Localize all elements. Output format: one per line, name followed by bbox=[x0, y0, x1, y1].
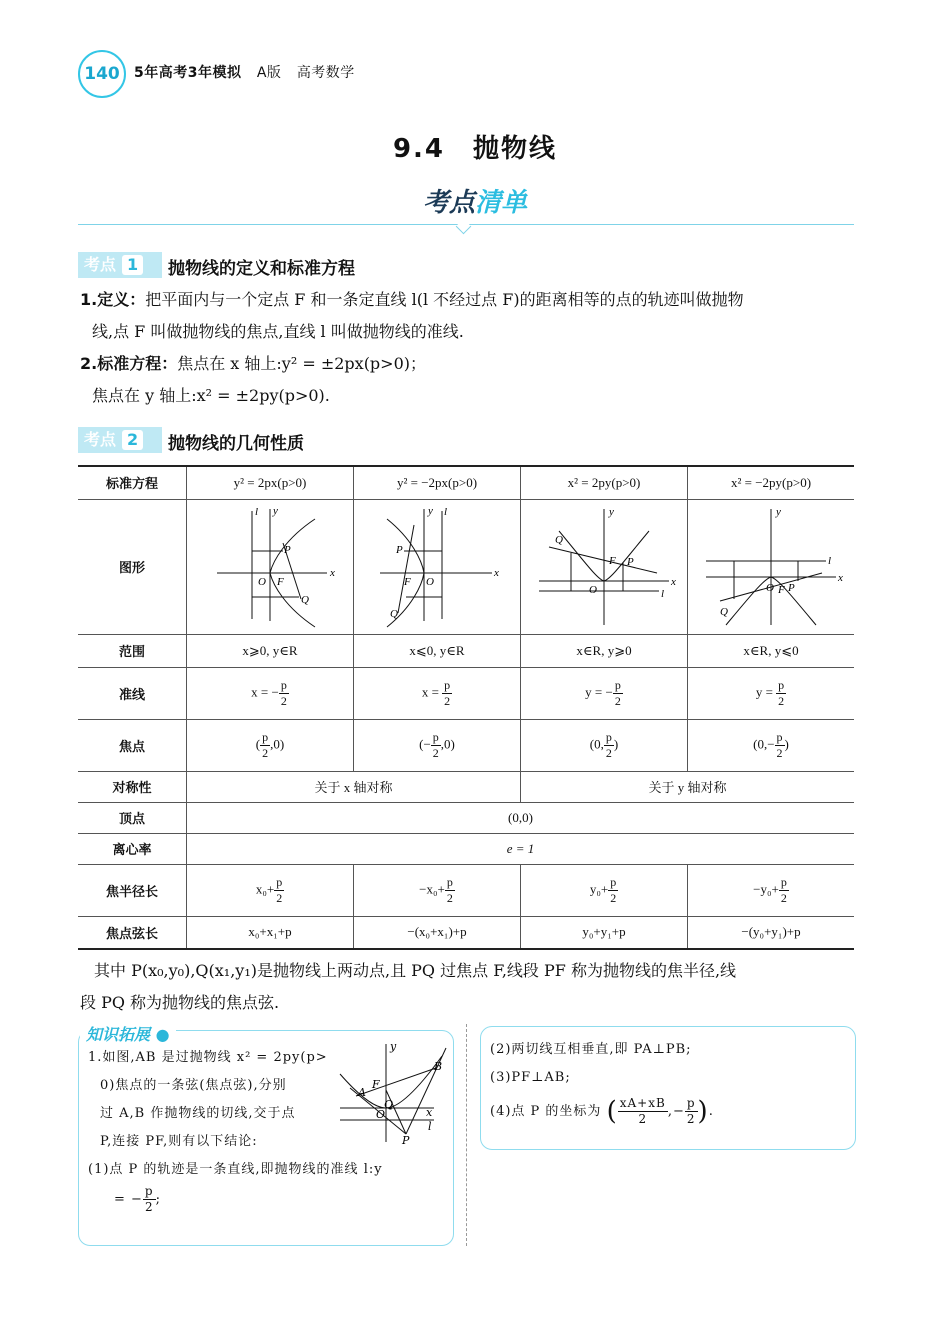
focal-radius-cell bbox=[688, 864, 855, 916]
banner-part-b: 清单 bbox=[475, 188, 528, 218]
parabola-up-figure bbox=[529, 501, 679, 629]
definition-line-1: 把平面内与一个定点 F 和一条定直线 l(l 不经过点 F)的距离相等的点的轨迹叫做抛物 bbox=[145, 290, 744, 309]
conclusion-1-line: (1)点 P 的轨迹是一条直线,即抛物线的准线 l:y bbox=[88, 1162, 383, 1177]
row-header: 离心率 bbox=[78, 833, 187, 864]
std-eq-cell: y² = 2px(p>0) bbox=[187, 466, 354, 499]
range-cell: x⩾0, y∈R bbox=[187, 634, 354, 667]
fraction bbox=[279, 678, 289, 709]
c1-end: ; bbox=[155, 1192, 161, 1207]
std-eq-cell: x² = −2py(p>0) bbox=[688, 466, 855, 499]
eccentricity-cell: e = 1 bbox=[187, 833, 855, 864]
graph-cell bbox=[187, 499, 354, 634]
row-header: 准线 bbox=[78, 667, 187, 719]
expansion-line-1: 1.如图,AB 是过抛物线 x² = 2py(p> bbox=[88, 1050, 328, 1065]
table-row-graph bbox=[78, 499, 854, 634]
dir-prefix: y = bbox=[755, 683, 777, 699]
fr-prefix: x₀+ bbox=[255, 880, 275, 896]
kaodian-1-tag bbox=[78, 252, 162, 278]
focal-radius-cell bbox=[521, 864, 688, 916]
fr-prefix: −y₀+ bbox=[753, 880, 779, 896]
frac-den: 2 bbox=[686, 1112, 696, 1126]
svg-text:y: y bbox=[776, 505, 781, 518]
dir-prefix: x = bbox=[421, 683, 443, 699]
row-header: 焦点弦长 bbox=[78, 916, 187, 949]
svg-text:Q: Q bbox=[390, 607, 398, 620]
section-banner bbox=[0, 182, 950, 219]
standard-eq-line-2: 焦点在 y 轴上:x² = ±2py(p>0). bbox=[92, 386, 330, 405]
symmetry-cell: 关于 y 轴对称 bbox=[521, 771, 855, 802]
frac-num: p bbox=[610, 874, 617, 889]
c4-end: . bbox=[708, 1104, 714, 1119]
table-row-vertex bbox=[78, 802, 854, 833]
expansion-tag-label: 知识拓展 bbox=[86, 1025, 151, 1044]
svg-text:x: x bbox=[330, 566, 335, 579]
symmetry-cell: 关于 x 轴对称 bbox=[187, 771, 521, 802]
kaodian-2-label: 考点 bbox=[84, 430, 117, 449]
conclusion-2: (2)两切线互相垂直,即 PA⊥PB; bbox=[490, 1042, 692, 1057]
row-header: 对称性 bbox=[78, 771, 187, 802]
svg-text:x: x bbox=[838, 571, 843, 584]
frac-den: 2 bbox=[444, 693, 451, 708]
svg-text:x: x bbox=[494, 566, 499, 579]
graph-cell bbox=[688, 499, 855, 634]
svg-text:F: F bbox=[778, 583, 785, 596]
svg-text:P: P bbox=[396, 543, 403, 556]
kaodian-1-number: 1 bbox=[122, 255, 143, 275]
graph-cell bbox=[521, 499, 688, 634]
frac-den: 2 bbox=[638, 1112, 648, 1126]
focus-left: (0,− bbox=[753, 735, 775, 751]
svg-text:Q: Q bbox=[301, 593, 309, 606]
fraction bbox=[604, 730, 614, 761]
fig-label: B bbox=[434, 1060, 443, 1073]
svg-text:l: l bbox=[828, 554, 832, 567]
frac-num: p bbox=[446, 874, 453, 889]
range-cell: x∈R, y⩽0 bbox=[688, 634, 855, 667]
fraction bbox=[260, 730, 270, 761]
c1-prefix: = − bbox=[114, 1192, 143, 1207]
series-name: 5年高考3年模拟 bbox=[134, 65, 242, 81]
c4-mid: ,− bbox=[667, 1104, 685, 1119]
svg-text:y: y bbox=[273, 504, 278, 517]
fig-label: y bbox=[390, 1040, 397, 1053]
fraction bbox=[445, 875, 455, 906]
expansion-line-3: 过 A,B 作抛物线的切线,交于点 bbox=[100, 1106, 296, 1121]
focus-right: ) bbox=[613, 735, 619, 751]
row-header: 图形 bbox=[78, 499, 187, 634]
dir-prefix: y = bbox=[585, 683, 606, 699]
conclusion-1 bbox=[88, 1156, 448, 1215]
svg-text:P: P bbox=[788, 581, 795, 594]
definition-label: 1.定义： bbox=[80, 290, 146, 309]
standard-eq-line-1: 焦点在 x 轴上:y² = ±2px(p>0)； bbox=[177, 354, 427, 373]
focus-cell bbox=[187, 719, 354, 771]
dir-sign: − bbox=[605, 683, 613, 699]
kaodian-2-title: 抛物线的几何性质 bbox=[168, 434, 304, 454]
banner-notch bbox=[456, 219, 472, 235]
fraction bbox=[143, 1184, 156, 1215]
fig-label: F bbox=[372, 1078, 380, 1091]
frac-den: 2 bbox=[614, 693, 621, 708]
note-line-1: 其中 P(x₀,y₀),Q(x₁,y₁)是抛物线上两动点,且 PQ 过焦点 F,线段 PF 称为抛物线的焦半径,线 bbox=[94, 961, 737, 980]
focus-right: ,0) bbox=[440, 735, 455, 751]
frac-den: 2 bbox=[778, 693, 785, 708]
parabola-down-figure bbox=[696, 501, 846, 629]
fraction bbox=[776, 678, 786, 709]
note-line-2: 段 PQ 称为抛物线的焦点弦. bbox=[80, 993, 280, 1012]
fraction bbox=[431, 730, 441, 761]
svg-text:P: P bbox=[627, 555, 634, 568]
frac-num: p bbox=[780, 874, 787, 889]
focus-cell bbox=[688, 719, 855, 771]
svg-text:O: O bbox=[258, 575, 266, 588]
frac-num: p bbox=[144, 1184, 154, 1198]
frac-den: 2 bbox=[432, 745, 439, 760]
svg-text:Q: Q bbox=[555, 533, 563, 546]
frac-num: p bbox=[605, 729, 612, 744]
frac-den: 2 bbox=[610, 890, 617, 905]
table-row-focus bbox=[78, 719, 854, 771]
kaodian-2-tag bbox=[78, 427, 162, 453]
tangent-figure bbox=[336, 1038, 454, 1146]
frac-den: 2 bbox=[776, 745, 783, 760]
frac-num: p bbox=[686, 1096, 696, 1110]
banner-part-a: 考点 bbox=[422, 188, 475, 218]
table-row-directrix bbox=[78, 667, 854, 719]
parabola-left-figure bbox=[362, 501, 512, 629]
svg-text:Q: Q bbox=[720, 605, 728, 618]
running-header bbox=[134, 62, 365, 82]
conclusion-3: (3)PF⊥AB; bbox=[490, 1070, 571, 1085]
graph-cell bbox=[354, 499, 521, 634]
table-row-chord bbox=[78, 916, 854, 949]
directrix-cell bbox=[688, 667, 855, 719]
standard-eq-label: 2.标准方程： bbox=[80, 354, 178, 373]
range-cell: x∈R, y⩾0 bbox=[521, 634, 688, 667]
table-row-range bbox=[78, 634, 854, 667]
conclusion-1-eq bbox=[88, 1184, 448, 1215]
fraction bbox=[618, 1096, 668, 1127]
subject: 高考数学 bbox=[296, 65, 355, 81]
expansion-tag: 知识拓展 ● bbox=[80, 1022, 176, 1045]
fig-label: P bbox=[402, 1134, 410, 1146]
chord-cell: −(x₀+x₁)+p bbox=[354, 916, 521, 949]
frac-num: p bbox=[276, 874, 283, 889]
definition-block bbox=[80, 284, 856, 412]
fig-label: l bbox=[428, 1120, 432, 1133]
frac-den: 2 bbox=[605, 745, 612, 760]
vertex-cell: (0,0) bbox=[187, 802, 855, 833]
svg-text:F: F bbox=[609, 554, 616, 567]
range-cell: x⩽0, y∈R bbox=[354, 634, 521, 667]
frac-num: p bbox=[444, 677, 451, 692]
row-header: 顶点 bbox=[78, 802, 187, 833]
svg-text:l: l bbox=[255, 505, 259, 518]
focal-radius-cell bbox=[354, 864, 521, 916]
parabola-right-figure bbox=[195, 501, 345, 629]
fig-label: O bbox=[376, 1108, 386, 1121]
page-number-badge: 140 bbox=[78, 50, 126, 98]
table-row-symmetry bbox=[78, 771, 854, 802]
expansion-line-4: P,连接 PF,则有以下结论: bbox=[100, 1134, 258, 1149]
focus-left: (− bbox=[419, 735, 431, 751]
svg-text:O: O bbox=[589, 583, 597, 596]
focus-right: ) bbox=[784, 735, 789, 751]
fraction bbox=[608, 875, 618, 906]
svg-text:F: F bbox=[404, 575, 411, 588]
fig-label: x bbox=[426, 1106, 433, 1119]
fig-label: A bbox=[358, 1086, 366, 1099]
table-row-focal-radius bbox=[78, 864, 854, 916]
frac-den: 2 bbox=[144, 1200, 154, 1214]
dir-prefix: x = bbox=[251, 683, 272, 699]
focus-cell bbox=[521, 719, 688, 771]
edition: A版 bbox=[256, 65, 282, 81]
frac-den: 2 bbox=[276, 890, 283, 905]
frac-num: p bbox=[432, 729, 439, 744]
svg-text:y: y bbox=[609, 505, 614, 518]
focus-cell bbox=[354, 719, 521, 771]
row-header: 标准方程 bbox=[78, 466, 187, 499]
c4-text: (4)点 P 的坐标为 bbox=[490, 1104, 602, 1119]
table-note bbox=[80, 955, 856, 1019]
kaodian-1-title: 抛物线的定义和标准方程 bbox=[168, 259, 355, 279]
frac-num: p bbox=[280, 677, 287, 692]
frac-den: 2 bbox=[280, 693, 287, 708]
fr-prefix: −x₀+ bbox=[419, 880, 445, 896]
expansion-intro bbox=[88, 1044, 338, 1156]
table-row-standard-eq bbox=[78, 466, 854, 499]
svg-text:O: O bbox=[766, 581, 774, 594]
frac-den: 2 bbox=[446, 890, 453, 905]
definition-line-2: 线,点 F 叫做抛物线的焦点,直线 l 叫做抛物线的准线. bbox=[92, 322, 464, 341]
conclusion-4: (4)点 P 的坐标为 ( $\frac{xA+xB}{2}$ ,− $\frac{p}{2}$ ). bbox=[490, 1096, 714, 1127]
focus-right: ,0) bbox=[270, 735, 285, 751]
column-divider bbox=[466, 1024, 467, 1246]
fig-label: Q bbox=[384, 1098, 394, 1111]
focus-left: (0, bbox=[589, 735, 604, 751]
svg-text:x: x bbox=[671, 575, 676, 588]
fraction bbox=[779, 875, 789, 906]
frac-num: xA+xB bbox=[619, 1096, 666, 1110]
properties-table bbox=[78, 465, 854, 950]
svg-text:l: l bbox=[661, 587, 665, 600]
chord-cell: y₀+y₁+p bbox=[521, 916, 688, 949]
std-eq-cell: x² = 2py(p>0) bbox=[521, 466, 688, 499]
row-header: 范围 bbox=[78, 634, 187, 667]
frac-num: p bbox=[614, 677, 621, 692]
std-eq-cell: y² = −2px(p>0) bbox=[354, 466, 521, 499]
focus-left: ( bbox=[255, 735, 261, 751]
frac-num: p bbox=[776, 729, 783, 744]
conclusions-right bbox=[490, 1036, 850, 1127]
fr-prefix: y₀+ bbox=[589, 880, 609, 896]
page-title: 9.4 抛物线 bbox=[392, 134, 558, 164]
frac-den: 2 bbox=[780, 890, 787, 905]
fraction bbox=[613, 678, 623, 709]
table-row-eccentricity bbox=[78, 833, 854, 864]
frac-num: p bbox=[262, 729, 269, 744]
frac-num: p bbox=[778, 677, 785, 692]
row-header: 焦半径长 bbox=[78, 864, 187, 916]
svg-text:O: O bbox=[426, 575, 434, 588]
svg-text:y: y bbox=[428, 504, 433, 517]
svg-text:F: F bbox=[277, 575, 284, 588]
kaodian-1-label: 考点 bbox=[84, 255, 117, 274]
expansion-line-2: 0)焦点的一条弦(焦点弦),分别 bbox=[100, 1078, 287, 1093]
directrix-cell bbox=[354, 667, 521, 719]
fraction bbox=[775, 730, 785, 761]
svg-text:P: P bbox=[284, 543, 291, 556]
svg-text:l: l bbox=[444, 505, 448, 518]
kaodian-2-number: 2 bbox=[122, 430, 143, 450]
directrix-cell bbox=[521, 667, 688, 719]
fraction bbox=[442, 678, 452, 709]
dir-sign: − bbox=[271, 683, 279, 699]
chord-cell: −(y₀+y₁)+p bbox=[688, 916, 855, 949]
directrix-cell bbox=[187, 667, 354, 719]
chord-cell: x₀+x₁+p bbox=[187, 916, 354, 949]
focal-radius-cell bbox=[187, 864, 354, 916]
row-header: 焦点 bbox=[78, 719, 187, 771]
fraction bbox=[685, 1096, 698, 1127]
fraction bbox=[274, 875, 284, 906]
frac-den: 2 bbox=[262, 745, 269, 760]
